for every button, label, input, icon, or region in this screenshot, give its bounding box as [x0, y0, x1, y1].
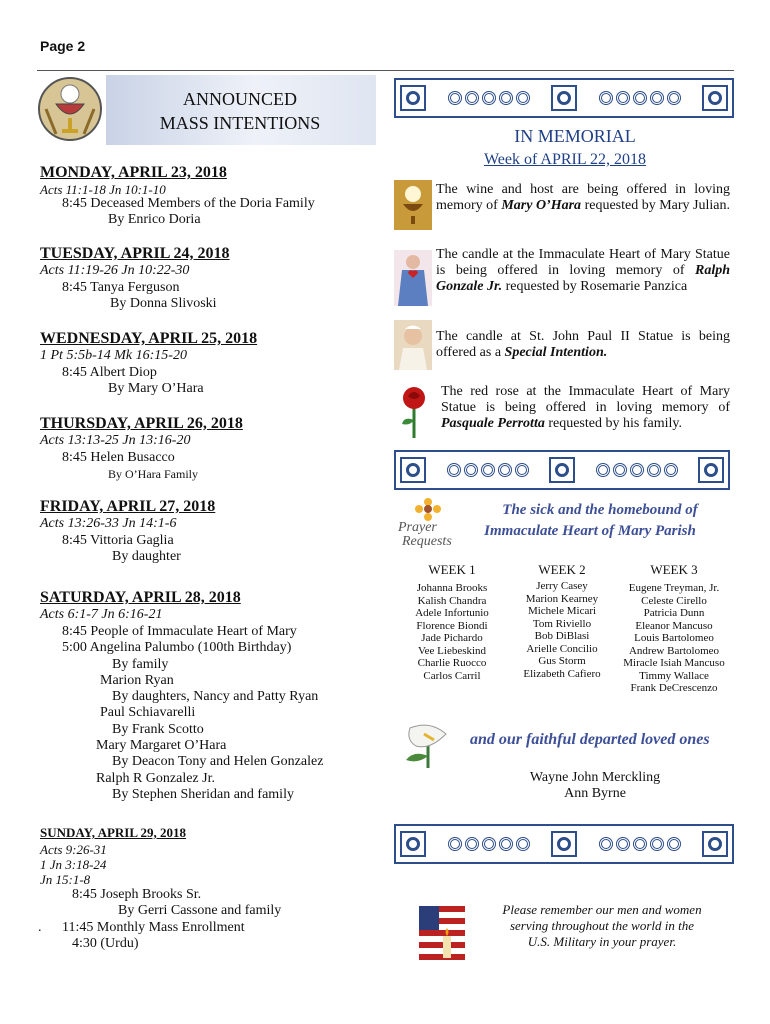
announced-line1: ANNOUNCED: [183, 89, 297, 109]
prayer-name: Jerry Casey: [536, 580, 588, 592]
memorial-text: requested by his family.: [544, 416, 682, 431]
memorial-item: [441, 384, 730, 432]
intention-line: 8:45 Joseph Brooks Sr.: [72, 887, 202, 902]
week-column: [616, 562, 732, 695]
prayer-name: Marion Kearney: [525, 592, 599, 605]
bullet-mark: .: [38, 920, 42, 935]
prayer-name: Michele Micari: [527, 605, 597, 617]
day-title: THURSDAY, APRIL 26, 2018: [40, 415, 243, 432]
pope-portrait-icon: [394, 320, 432, 370]
intention-line: By Stephen Sheridan and family: [112, 787, 294, 802]
prayer-name: Carlos Carril: [423, 669, 481, 682]
prayer-heading: The sick and the homebound of: [502, 502, 698, 518]
prayer-name: Florence Biondi: [416, 619, 488, 632]
week-title: WEEK 3: [650, 562, 698, 577]
ornament-icon: [596, 463, 678, 477]
decorative-border: [394, 824, 734, 864]
ornament-icon: [702, 85, 728, 111]
prayer-name: Kalish Chandra: [417, 594, 487, 607]
calla-lily-icon: [400, 720, 458, 770]
intention-line: 8:45 People of Immaculate Heart of Mary: [62, 624, 297, 639]
memorial-text: The candle at the Immaculate Heart of Mary Statue is being offered in loving memory of: [436, 247, 730, 278]
intention-line: 5:00 Angelina Palumbo (100th Birthday): [62, 640, 292, 655]
prayer-name: Elizabeth Cafiero: [523, 667, 601, 680]
intention-line: By Frank Scotto: [112, 722, 204, 737]
day-readings: Acts 11:19-26 Jn 10:22-30: [40, 263, 190, 278]
military-line: U.S. Military in your prayer.: [527, 934, 677, 949]
ornament-icon: [448, 91, 530, 105]
ornament-icon: [400, 85, 426, 111]
memorial-week: Week of APRIL 22, 2018: [483, 151, 647, 168]
prayer-name: Andrew Bartolomeo: [628, 644, 720, 657]
ornament-icon: [447, 463, 529, 477]
intention-line: 8:45 Vittoria Gaglia: [62, 533, 174, 548]
red-rose-icon: [396, 384, 432, 438]
memorial-name: Pasquale Perrotta: [441, 416, 545, 431]
ornament-icon: [599, 91, 681, 105]
ornament-icon: [448, 837, 530, 851]
prayer-name: Miracle Isiah Mancuso: [623, 657, 725, 669]
intention-line: By daughter: [112, 549, 181, 564]
prayer-name: Adele Infortunio: [415, 607, 489, 619]
intention-line: 11:45 Monthly Mass Enrollment: [62, 920, 245, 935]
ornament-icon: [702, 831, 728, 857]
day-readings: Acts 9:26-31: [40, 842, 107, 857]
day-title: SATURDAY, APRIL 28, 2018: [40, 589, 241, 606]
prayer-requests-logo: [396, 497, 460, 553]
week-names: [508, 580, 616, 680]
prayer-logo-line2: Requests: [402, 534, 452, 549]
memorial-item: [436, 247, 730, 295]
departed-name: Ann Byrne: [564, 786, 626, 801]
announced-title: [120, 87, 360, 135]
intention-line: By Gerri Cassone and family: [118, 903, 282, 918]
prayer-name: Timmy Wallace: [639, 669, 709, 682]
intention-line: Ralph R Gonzalez Jr.: [96, 771, 215, 786]
intention-line: By Deacon Tony and Helen Gonzalez: [112, 754, 324, 769]
prayer-name: Frank DeCrescenzo: [630, 682, 718, 694]
memorial-text: requested by Rosemarie Panzica: [502, 279, 688, 294]
decorative-border: [394, 450, 730, 490]
chalice-image-icon: [394, 180, 432, 230]
day-readings: Acts 13:26-33 Jn 14:1-6: [40, 516, 177, 531]
day-readings: Jn 15:1-8: [40, 872, 91, 887]
prayer-name: Arielle Concilio: [526, 642, 598, 655]
memorial-name: Ralph Gonzale Jr.: [436, 263, 730, 294]
memorial-text: The red rose at the Immaculate Heart of Mary Statue is being offered in loving memory of: [441, 384, 730, 415]
prayer-name: Johanna Brooks: [416, 582, 488, 594]
ornament-icon: [551, 831, 577, 857]
memorial-title: IN MEMORIAL: [514, 126, 636, 146]
ornament-icon: [698, 457, 724, 483]
week-column: [398, 562, 506, 682]
prayer-name: Charlie Ruocco: [417, 657, 487, 669]
week-names: [398, 582, 506, 682]
day-title: FRIDAY, APRIL 27, 2018: [40, 498, 216, 515]
military-note: [478, 902, 726, 950]
flag-candle-icon: [419, 906, 465, 966]
intention-line: 4:30 (Urdu): [72, 936, 139, 951]
military-line: serving throughout the world in the: [509, 918, 695, 933]
week-title: WEEK 1: [428, 562, 476, 577]
day-title: WEDNESDAY, APRIL 25, 2018: [40, 330, 258, 347]
prayer-name: Bob DiBlasi: [534, 630, 590, 642]
day-title: MONDAY, APRIL 23, 2018: [40, 164, 227, 181]
announced-line2: MASS INTENTIONS: [159, 113, 321, 133]
prayer-logo-line1: Prayer: [398, 520, 437, 535]
intention-line: 8:45 Albert Diop: [62, 365, 157, 380]
intention-line: Mary Margaret O’Hara: [96, 738, 227, 753]
page-number: Page 2: [40, 38, 86, 54]
prayer-name: Celeste Cirello: [641, 594, 707, 607]
prayer-name: Eugene Treyman, Jr.: [628, 582, 720, 594]
prayer-name: Louis Bartolomeo: [634, 632, 714, 644]
military-line: Please remember our men and women: [502, 902, 702, 917]
memorial-name: Mary O’Hara: [501, 198, 582, 213]
intention-line: By Mary O’Hara: [108, 381, 204, 396]
memorial-text: The candle at St. John Paul II Statue is being offered as a: [436, 329, 730, 360]
departed-heading: and our faithful departed loved ones: [470, 731, 710, 748]
intention-line: Paul Schiavarelli: [100, 705, 196, 720]
intention-line: By Enrico Doria: [108, 212, 201, 227]
intention-line: Marion Ryan: [100, 673, 174, 688]
ornament-icon: [400, 831, 426, 857]
week-names: [616, 582, 732, 695]
day-readings: Acts 13:13-25 Jn 13:16-20: [40, 433, 191, 448]
intention-line: 8:45 Deceased Members of the Doria Family: [62, 196, 315, 211]
week-column: [508, 562, 616, 680]
day-readings: 1 Jn 3:18-24: [40, 857, 107, 872]
intention-line: By Donna Slivoski: [110, 296, 217, 311]
memorial-text: requested by Mary Julian.: [581, 198, 730, 213]
prayer-name: Gus Storm: [538, 655, 586, 667]
prayer-name: Tom Riviello: [532, 617, 592, 630]
departed-name: Wayne John Merckling: [529, 770, 661, 785]
prayer-name: Vee Liebeskind: [417, 644, 487, 657]
decorative-border: [394, 78, 734, 118]
day-title: TUESDAY, APRIL 24, 2018: [40, 245, 230, 262]
prayer-name: Patricia Dunn: [643, 607, 705, 619]
header-rule: [37, 70, 734, 71]
intention-line: By O’Hara Family: [108, 467, 198, 481]
day-title: SUNDAY, APRIL 29, 2018: [40, 825, 187, 840]
prayer-heading: Immaculate Heart of Mary Parish: [484, 523, 696, 539]
intention-line: 8:45 Tanya Ferguson: [62, 280, 180, 295]
intention-line: By family: [112, 657, 169, 672]
week-title: WEEK 2: [538, 562, 586, 577]
day-readings: Acts 6:1-7 Jn 6:16-21: [40, 607, 163, 622]
memorial-item: [436, 182, 730, 214]
prayer-name: Jade Pichardo: [421, 632, 483, 644]
memorial-item: [436, 329, 730, 361]
ornament-icon: [551, 85, 577, 111]
memorial-name: Special Intention.: [504, 345, 608, 360]
ornament-icon: [400, 457, 426, 483]
intention-line: 8:45 Helen Busacco: [62, 450, 175, 465]
memorial-text: The wine and host are being offered in loving memory of: [436, 182, 730, 213]
day-readings: Acts 11:1-18 Jn 10:1-10: [40, 182, 166, 197]
prayer-name: Eleanor Mancuso: [635, 619, 713, 632]
ornament-icon: [599, 837, 681, 851]
day-readings: 1 Pt 5:5b-14 Mk 16:15-20: [40, 348, 187, 363]
intention-line: By daughters, Nancy and Patty Ryan: [112, 689, 319, 704]
chalice-icon: [38, 74, 102, 144]
immaculate-heart-icon: [394, 250, 432, 306]
ornament-icon: [549, 457, 575, 483]
